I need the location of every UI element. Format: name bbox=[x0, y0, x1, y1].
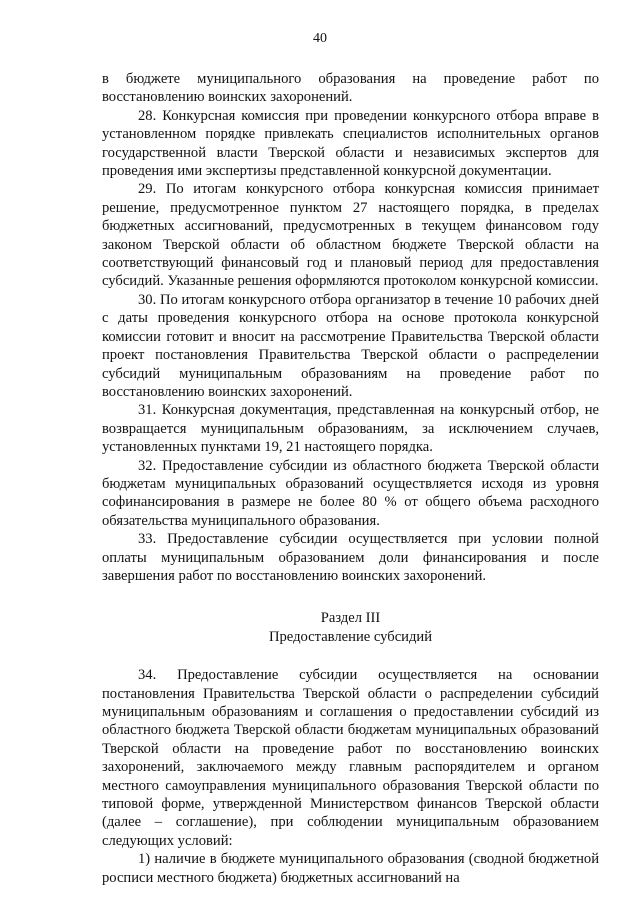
page-number: 40 bbox=[313, 31, 327, 46]
paragraph-32: 32. Предоставление субсидии из областного бюджета Тверской области бюджетам муниципальных образований осуществляется исходя из уровня софинансирования в размере не более 80 % от общего объема расходного обязательства муниципального образования. bbox=[102, 457, 599, 529]
paragraph-33: 33. Предоставление субсидии осуществляется при условии полной оплаты муниципальным образованием доли финансирования и после завершения работ по восстановлению воинских захоронений. bbox=[102, 531, 599, 584]
paragraph-34: 34. Предоставление субсидии осуществляется на основании постановления Правительства Тверской области о распределении субсидий муниципальным образованиям и соглашения о предоставлении субсидий из областного бюджета Тверской области бюджетам муниципальных образований Тверской области на проведение работ по восстановлению воинских захоронений, заключаемого между главным распорядителем и органом местного самоуправления муниципального образования Тверской области по типовой форме, утвержденной Министерством финансов Тверской области (далее – соглашение), при соблюдении муниципальным образованием следующих условий: bbox=[102, 667, 599, 849]
paragraph-28: 28. Конкурсная комиссия при проведении конкурсного отбора вправе в установленном порядке привлекать специалистов исполнительных органов государственной власти Тверской области и независимых экспертов для проведения ими экспертизы представленной конкурсной документации. bbox=[102, 107, 599, 180]
section-number: Раздел III bbox=[320, 610, 381, 627]
paragraph-continuation: в бюджете муниципального образования на проведение работ по восстановлению воинских захоронений. bbox=[102, 71, 599, 106]
section-heading bbox=[102, 609, 599, 646]
paragraph-29: 29. По итогам конкурсного отбора конкурсная комиссия принимает решение, предусмотренное пунктом 27 настоящего порядка, в пределах бюджетных ассигнований, предусмотренных в текущем финансовом году законом Тверской области об областном бюджете Тверской области на соответствующий финансовый год и плановый период для предоставления субсидий. Указанные решения оформляются протоколом конкурсной комиссии. bbox=[102, 181, 599, 290]
paragraph-31: 31. Конкурсная документация, представленная на конкурсный отбор, не возвращается муниципальным образованиям, за исключением случаев, установленных пунктами 19, 21 настоящего порядка. bbox=[102, 402, 599, 456]
paragraph-34-item-1: 1) наличие в бюджете муниципального образования (сводной бюджетной росписи местного бюджета) бюджетных ассигнований на bbox=[102, 851, 599, 886]
paragraph-30: 30. По итогам конкурсного отбора организатор в течение 10 рабочих дней с даты проведения конкурсного отбора на основе протокола конкурсной комиссии готовит и вносит на рассмотрение Правительства Тверской области проект постановления Правительства Тверской области о распределении субсидий муниципальным образованиям на проведение работ по восстановлению воинских захоронений. bbox=[102, 291, 599, 400]
document-body bbox=[102, 70, 599, 887]
section-title: Предоставление субсидий bbox=[268, 628, 433, 645]
